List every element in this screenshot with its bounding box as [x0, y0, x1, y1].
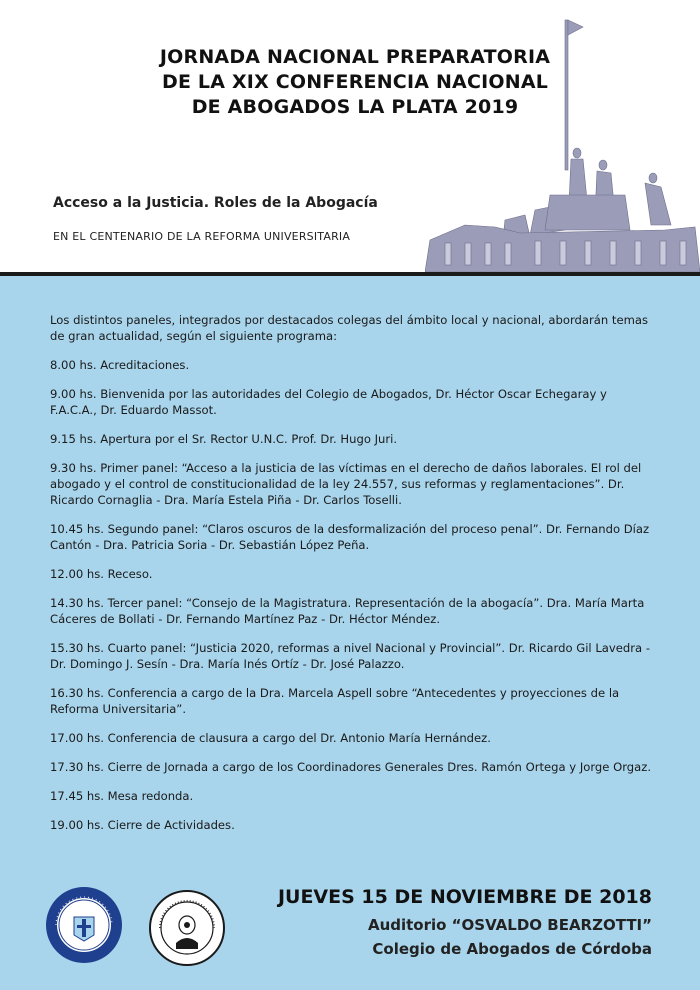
venue-organization: Colegio de Abogados de Córdoba — [372, 940, 652, 958]
program-text — [50, 312, 655, 846]
program-item: 15.30 hs. Cuarto panel: “Justicia 2020, reformas a nivel Nacional y Provincial”. Dr. Ricardo Gil Lavedra - Dr. Domingo J. Sesín - Dra. María Inés Ortíz - Dr. José Palazzo. — [50, 641, 650, 671]
program-item: 16.30 hs. Conferencia a cargo de la Dra. Marcela Aspell sobre “Antecedentes y proyecciones de la Reforma Universitaria”. — [50, 686, 620, 716]
program-item: 9.30 hs. Primer panel: “Acceso a la justicia de las víctimas en el derecho de daños laborales. El rol del abogado y el control de constitucionalidad de la ley 24.557, sus reformas y reglamentaciones”. Dr. Ricardo Cornaglia - Dra. María Estela Piña - Dr. Carlos Toselli. — [50, 461, 642, 507]
venue-auditorium: Auditorio “OSVALDO BEARZOTTI” — [367, 916, 652, 934]
program-item: 12.00 hs. Receso. — [50, 567, 153, 581]
header — [0, 0, 700, 272]
tagline: EN EL CENTENARIO DE LA REFORMA UNIVERSITARIA — [53, 230, 351, 243]
event-date: JUEVES 15 DE NOVIEMBRE DE 2018 — [277, 886, 652, 908]
program-item: 10.45 hs. Segundo panel: “Claros oscuros de la desformalización del proceso penal”. Dr. Fernando Díaz Cantón - Dra. Patricia Soria - Dr. Sebastián López Peña. — [50, 522, 650, 552]
title-line-2: DE LA XIX CONFERENCIA NACIONAL — [161, 71, 549, 93]
program-item: 14.30 hs. Tercer panel: “Consejo de la Magistratura. Representación de la abogacía”. Dra. María Marta Cáceres de Bollati - Dr. Fernando Martínez Paz - Dr. Héctor Méndez. — [50, 596, 645, 626]
program-item: 8.00 hs. Acreditaciones. — [50, 358, 190, 372]
title-line-1: JORNADA NACIONAL PREPARATORIA — [159, 46, 551, 68]
program-item: 17.45 hs. Mesa redonda. — [50, 789, 194, 803]
program-item: 9.00 hs. Bienvenida por las autoridades del Colegio de Abogados, Dr. Héctor Oscar Echegaray y F.A.C.A., Dr. Eduardo Massot. — [50, 387, 607, 417]
program-item: 9.15 hs. Apertura por el Sr. Rector U.N.C. Prof. Dr. Hugo Juri. — [50, 432, 398, 446]
monument-illustration-icon — [425, 15, 700, 272]
federacion-abogados-logo-icon — [148, 889, 226, 967]
colegio-abogados-logo-icon — [44, 885, 124, 965]
program-item: 19.00 hs. Cierre de Actividades. — [50, 818, 235, 832]
program-intro: Los distintos paneles, integrados por destacados colegas del ámbito local y nacional, abordarán temas de gran actualidad, según el siguiente programa: — [50, 313, 649, 343]
program-item: 17.30 hs. Cierre de Jornada a cargo de los Coordinadores Generales Dres. Ramón Ortega y Jorge Orgaz. — [50, 760, 652, 774]
title-line-3: DE ABOGADOS LA PLATA 2019 — [191, 96, 519, 118]
program-item: 17.00 hs. Conferencia de clausura a cargo del Dr. Antonio María Hernández. — [50, 731, 491, 745]
subtitle: Acceso a la Justicia. Roles de la Abogacía — [53, 195, 378, 211]
